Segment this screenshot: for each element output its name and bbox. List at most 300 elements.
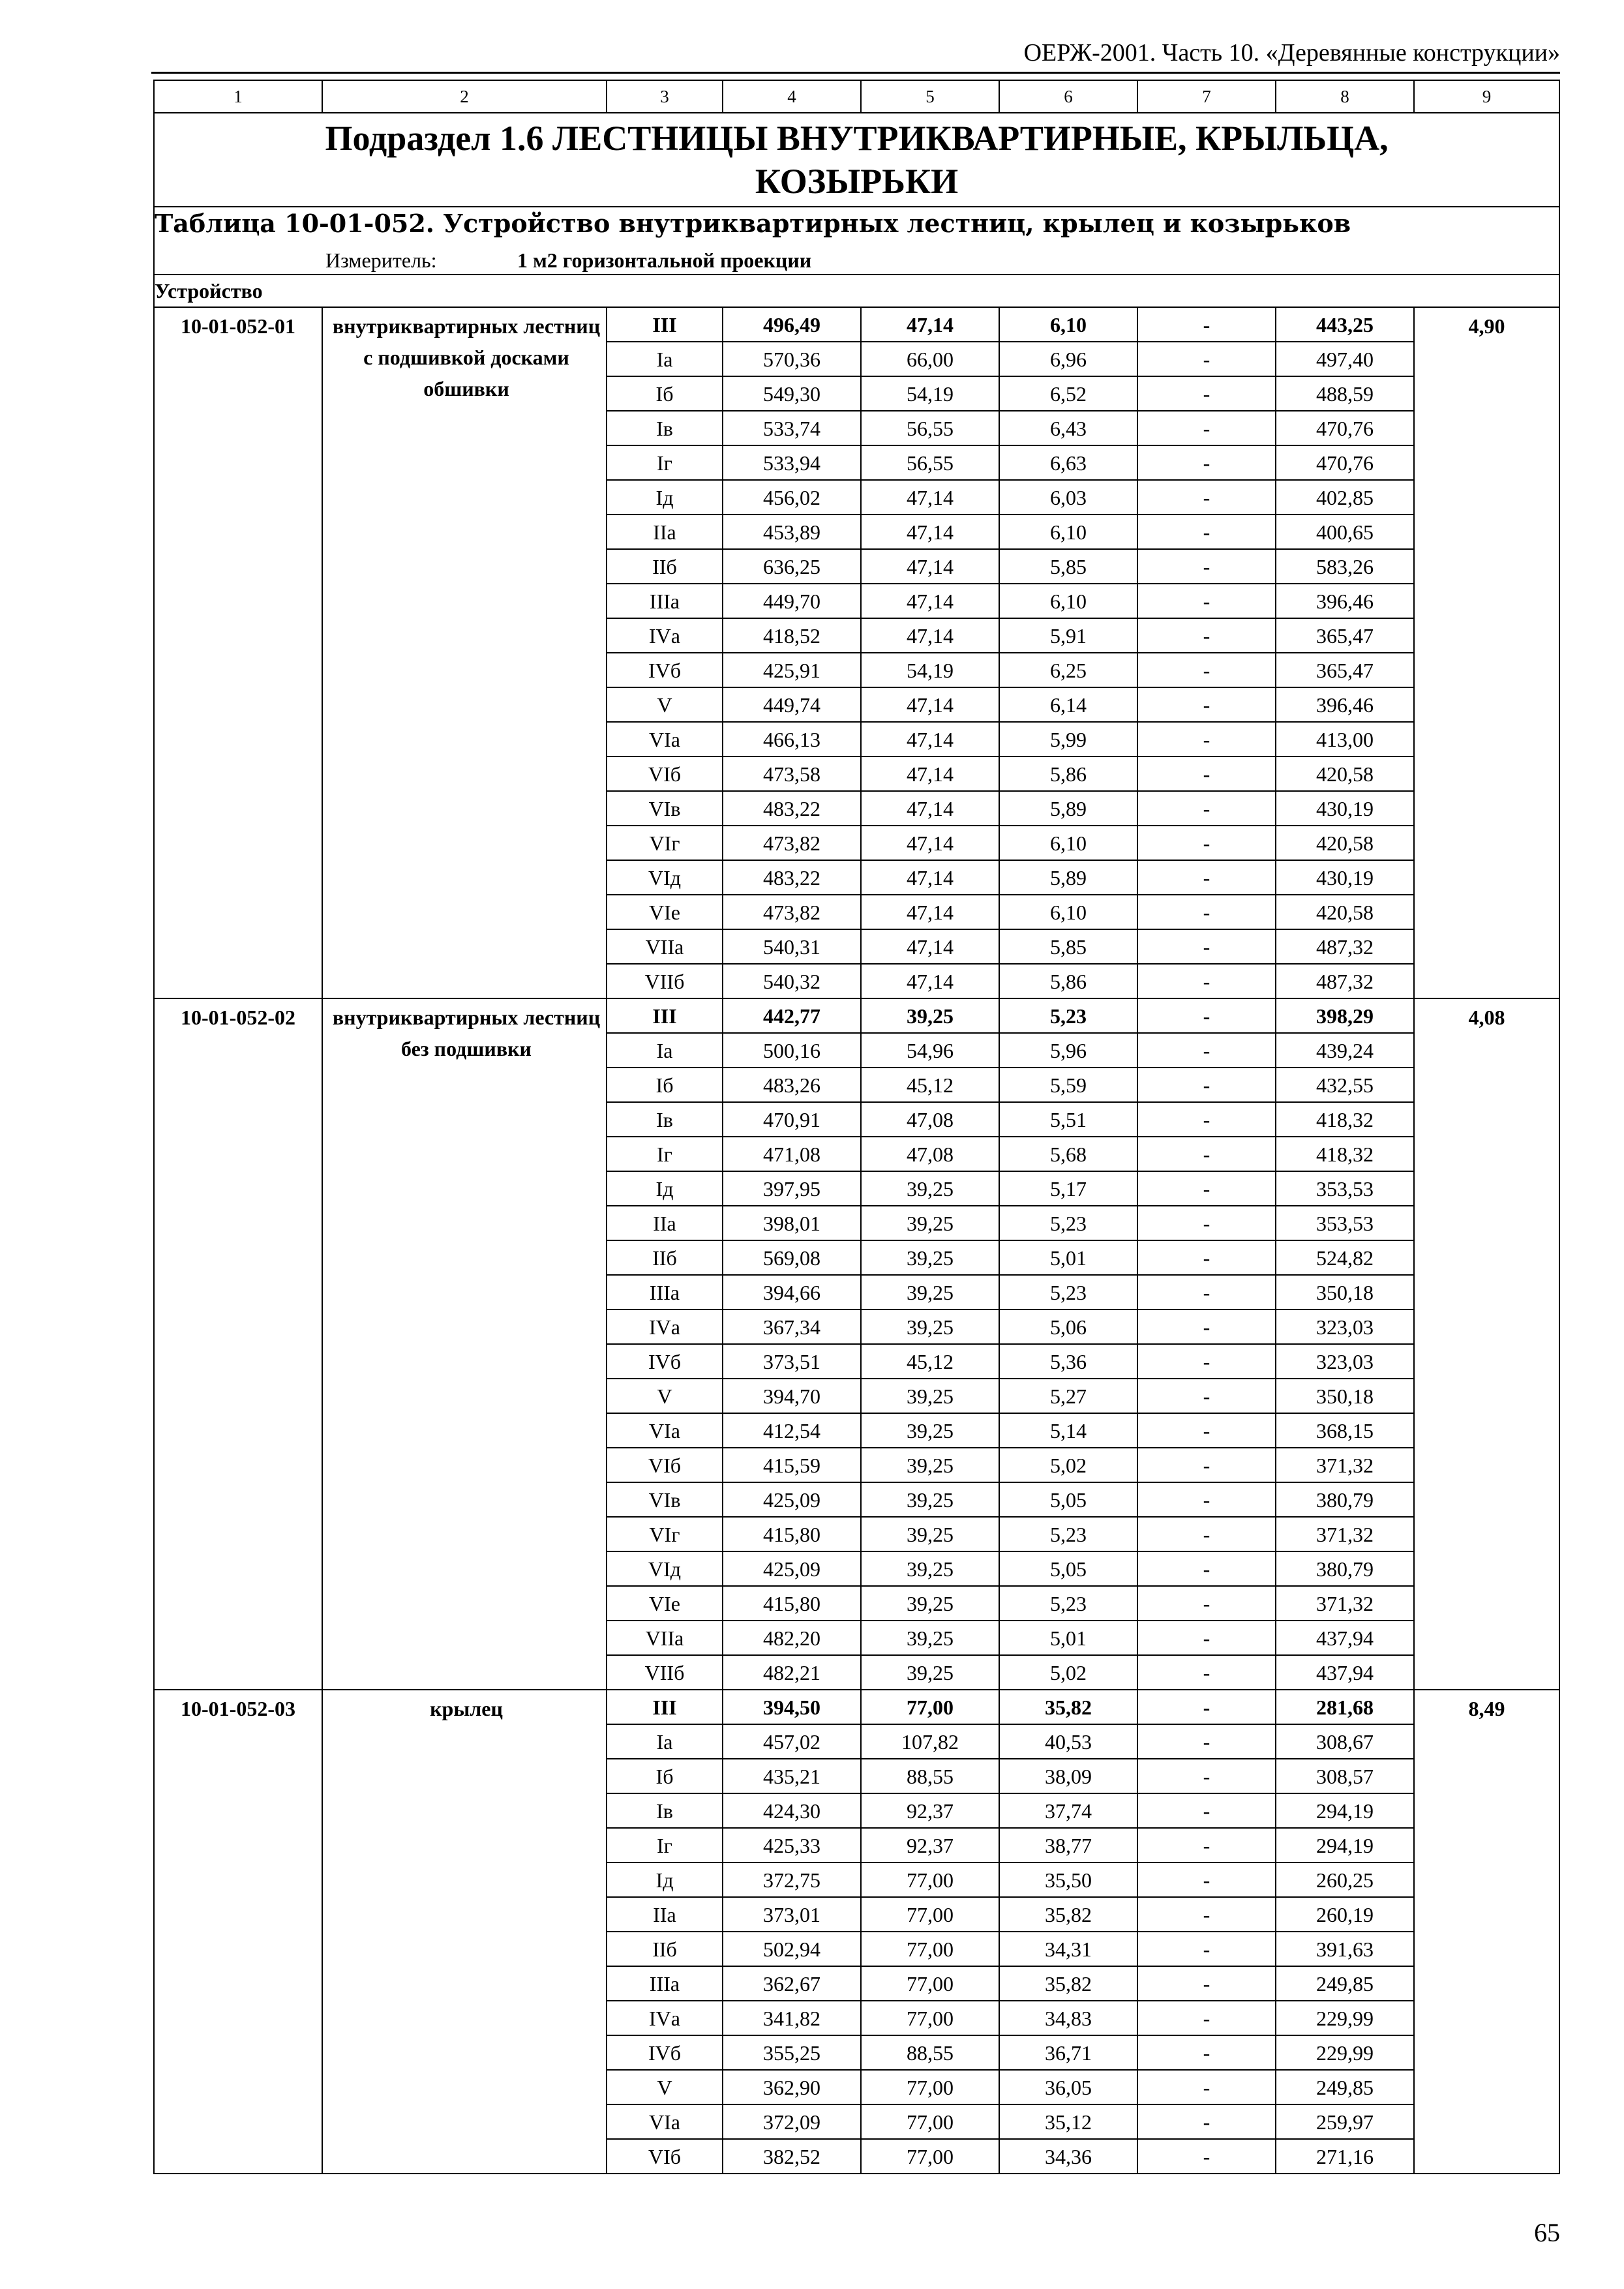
value-cell: 45,12: [861, 1344, 999, 1379]
value-cell: 35,50: [999, 1863, 1137, 1897]
value-cell: -: [1137, 1932, 1276, 1966]
zone-cell: IVа: [607, 618, 723, 653]
value-cell: 437,94: [1276, 1621, 1414, 1655]
value-cell: 77,00: [861, 1863, 999, 1897]
value-cell: 415,80: [723, 1586, 861, 1621]
value-cell: 47,14: [861, 964, 999, 998]
value-cell: 371,32: [1276, 1448, 1414, 1482]
value-cell: 380,79: [1276, 1482, 1414, 1517]
value-cell: 77,00: [861, 2139, 999, 2174]
value-cell: -: [1137, 1724, 1276, 1759]
value-cell: 47,14: [861, 307, 999, 342]
zone-cell: V: [607, 2070, 723, 2104]
zone-cell: Iг: [607, 1137, 723, 1171]
value-cell: 500,16: [723, 1033, 861, 1068]
value-cell: 35,12: [999, 2104, 1137, 2139]
zone-cell: IIIа: [607, 584, 723, 618]
coefficient-cell: 4,08: [1414, 998, 1559, 1690]
value-cell: 6,25: [999, 653, 1137, 687]
value-cell: 77,00: [861, 1690, 999, 1724]
value-cell: 430,19: [1276, 791, 1414, 826]
value-cell: 483,22: [723, 860, 861, 895]
value-cell: 5,23: [999, 1517, 1137, 1551]
value-cell: 5,85: [999, 549, 1137, 584]
value-cell: 415,59: [723, 1448, 861, 1482]
value-cell: 5,27: [999, 1379, 1137, 1413]
zone-cell: Iд: [607, 1863, 723, 1897]
value-cell: -: [1137, 480, 1276, 515]
unit-label: Измеритель:: [325, 248, 437, 272]
zone-cell: VIа: [607, 722, 723, 756]
item-code: 10-01-052-03: [154, 1690, 322, 2174]
zone-cell: IIб: [607, 549, 723, 584]
zone-cell: Iа: [607, 342, 723, 376]
value-cell: 483,26: [723, 1068, 861, 1102]
zone-cell: VIг: [607, 1517, 723, 1551]
value-cell: 229,99: [1276, 2001, 1414, 2035]
value-cell: 425,91: [723, 653, 861, 687]
column-number: 4: [723, 80, 861, 113]
value-cell: 56,55: [861, 411, 999, 445]
value-cell: -: [1137, 826, 1276, 860]
item-code: 10-01-052-01: [154, 307, 322, 998]
value-cell: -: [1137, 1448, 1276, 1482]
value-cell: 483,22: [723, 791, 861, 826]
value-cell: -: [1137, 618, 1276, 653]
value-cell: 6,43: [999, 411, 1137, 445]
value-cell: 350,18: [1276, 1379, 1414, 1413]
value-cell: 107,82: [861, 1724, 999, 1759]
value-cell: -: [1137, 1897, 1276, 1932]
zone-cell: VIб: [607, 1448, 723, 1482]
zone-cell: IVа: [607, 1309, 723, 1344]
value-cell: 36,05: [999, 2070, 1137, 2104]
value-cell: 487,32: [1276, 929, 1414, 964]
zone-cell: Iа: [607, 1033, 723, 1068]
zone-cell: Iв: [607, 1102, 723, 1137]
value-cell: -: [1137, 2070, 1276, 2104]
value-cell: 5,96: [999, 1033, 1137, 1068]
value-cell: -: [1137, 515, 1276, 549]
value-cell: 570,36: [723, 342, 861, 376]
value-cell: -: [1137, 895, 1276, 929]
value-cell: -: [1137, 1655, 1276, 1690]
value-cell: 394,66: [723, 1275, 861, 1309]
zone-cell: Iг: [607, 1828, 723, 1863]
value-cell: 400,65: [1276, 515, 1414, 549]
value-cell: 88,55: [861, 2035, 999, 2070]
value-cell: 425,33: [723, 1828, 861, 1863]
value-cell: 394,50: [723, 1690, 861, 1724]
value-cell: 39,25: [861, 1551, 999, 1586]
zone-cell: IIа: [607, 1897, 723, 1932]
value-cell: 37,74: [999, 1793, 1137, 1828]
value-cell: 5,51: [999, 1102, 1137, 1137]
value-cell: 365,47: [1276, 618, 1414, 653]
value-cell: 249,85: [1276, 2070, 1414, 2104]
value-cell: 47,08: [861, 1137, 999, 1171]
value-cell: 39,25: [861, 1275, 999, 1309]
zone-cell: III: [607, 307, 723, 342]
value-cell: 396,46: [1276, 687, 1414, 722]
value-cell: 372,75: [723, 1863, 861, 1897]
table-title: Таблица 10-01-052. Устройство внутриквартирных лестниц, крылец и козырьков: [155, 209, 1351, 238]
value-cell: 487,32: [1276, 964, 1414, 998]
value-cell: 367,34: [723, 1309, 861, 1344]
value-cell: 533,74: [723, 411, 861, 445]
value-cell: 456,02: [723, 480, 861, 515]
value-cell: 40,53: [999, 1724, 1137, 1759]
value-cell: 77,00: [861, 1966, 999, 2001]
value-cell: 533,94: [723, 445, 861, 480]
value-cell: 47,14: [861, 860, 999, 895]
value-cell: 425,09: [723, 1551, 861, 1586]
value-cell: 92,37: [861, 1828, 999, 1863]
value-cell: 397,95: [723, 1171, 861, 1206]
value-cell: 47,14: [861, 722, 999, 756]
value-cell: 6,96: [999, 342, 1137, 376]
value-cell: 39,25: [861, 1482, 999, 1517]
header-divider: [151, 72, 1560, 74]
value-cell: 540,32: [723, 964, 861, 998]
value-cell: 418,32: [1276, 1102, 1414, 1137]
value-cell: -: [1137, 411, 1276, 445]
value-cell: 482,20: [723, 1621, 861, 1655]
value-cell: 47,14: [861, 515, 999, 549]
value-cell: 442,77: [723, 998, 861, 1033]
value-cell: 271,16: [1276, 2139, 1414, 2174]
value-cell: -: [1137, 2139, 1276, 2174]
value-cell: -: [1137, 756, 1276, 791]
value-cell: 77,00: [861, 2070, 999, 2104]
value-cell: 294,19: [1276, 1793, 1414, 1828]
value-cell: 439,24: [1276, 1033, 1414, 1068]
page-number: 65: [1534, 2218, 1560, 2247]
value-cell: 569,08: [723, 1240, 861, 1275]
value-cell: -: [1137, 1171, 1276, 1206]
value-cell: -: [1137, 1068, 1276, 1102]
value-cell: 5,89: [999, 791, 1137, 826]
zone-cell: Iв: [607, 1793, 723, 1828]
zone-cell: IIIа: [607, 1966, 723, 2001]
value-cell: 38,09: [999, 1759, 1137, 1793]
zone-cell: VIа: [607, 2104, 723, 2139]
value-cell: 323,03: [1276, 1309, 1414, 1344]
value-cell: 353,53: [1276, 1171, 1414, 1206]
value-cell: 382,52: [723, 2139, 861, 2174]
value-cell: 36,71: [999, 2035, 1137, 2070]
value-cell: 583,26: [1276, 549, 1414, 584]
zone-cell: Iв: [607, 411, 723, 445]
value-cell: -: [1137, 1759, 1276, 1793]
zone-cell: IVб: [607, 2035, 723, 2070]
value-cell: 45,12: [861, 1068, 999, 1102]
column-number: 6: [999, 80, 1137, 113]
value-cell: 39,25: [861, 1517, 999, 1551]
value-cell: 6,10: [999, 826, 1137, 860]
value-cell: 39,25: [861, 1309, 999, 1344]
zone-cell: IVб: [607, 1344, 723, 1379]
value-cell: 5,14: [999, 1413, 1137, 1448]
value-cell: -: [1137, 1275, 1276, 1309]
zone-cell: VIа: [607, 1413, 723, 1448]
value-cell: 473,82: [723, 895, 861, 929]
zone-cell: IIб: [607, 1932, 723, 1966]
value-cell: -: [1137, 998, 1276, 1033]
zone-cell: Iд: [607, 1171, 723, 1206]
value-cell: -: [1137, 791, 1276, 826]
value-cell: 443,25: [1276, 307, 1414, 342]
value-cell: 308,67: [1276, 1724, 1414, 1759]
value-cell: 5,01: [999, 1240, 1137, 1275]
subsection-title: [154, 113, 1559, 207]
value-cell: 415,80: [723, 1517, 861, 1551]
value-cell: 473,58: [723, 756, 861, 791]
item-name: крылец: [322, 1690, 607, 2174]
column-number: 8: [1276, 80, 1414, 113]
value-cell: -: [1137, 964, 1276, 998]
value-cell: 418,32: [1276, 1137, 1414, 1171]
value-cell: 38,77: [999, 1828, 1137, 1863]
subsection-title-text: Подраздел 1.6 ЛЕСТНИЦЫ ВНУТРИКВАРТИРНЫЕ, КРЫЛЬЦА, КОЗЫРЬКИ: [325, 119, 1389, 201]
value-cell: 453,89: [723, 515, 861, 549]
value-cell: 432,55: [1276, 1068, 1414, 1102]
value-cell: 66,00: [861, 342, 999, 376]
table-row: [154, 307, 1559, 342]
value-cell: -: [1137, 2035, 1276, 2070]
section-label: Устройство: [154, 275, 1559, 307]
value-cell: -: [1137, 1033, 1276, 1068]
value-cell: 420,58: [1276, 756, 1414, 791]
value-cell: 488,59: [1276, 376, 1414, 411]
value-cell: 341,82: [723, 2001, 861, 2035]
value-cell: -: [1137, 445, 1276, 480]
value-cell: 482,21: [723, 1655, 861, 1690]
value-cell: 373,51: [723, 1344, 861, 1379]
value-cell: 355,25: [723, 2035, 861, 2070]
value-cell: 47,14: [861, 687, 999, 722]
value-cell: 47,14: [861, 756, 999, 791]
value-cell: 281,68: [1276, 1690, 1414, 1724]
value-cell: 5,86: [999, 756, 1137, 791]
value-cell: -: [1137, 1828, 1276, 1863]
value-cell: 259,97: [1276, 2104, 1414, 2139]
zone-cell: VIд: [607, 1551, 723, 1586]
value-cell: 5,23: [999, 1206, 1137, 1240]
value-cell: 47,14: [861, 895, 999, 929]
column-number: 3: [607, 80, 723, 113]
value-cell: 496,49: [723, 307, 861, 342]
value-cell: -: [1137, 1206, 1276, 1240]
item-code: 10-01-052-02: [154, 998, 322, 1690]
value-cell: 435,21: [723, 1759, 861, 1793]
zone-cell: IIб: [607, 1240, 723, 1275]
value-cell: 34,31: [999, 1932, 1137, 1966]
value-cell: 5,23: [999, 1586, 1137, 1621]
value-cell: -: [1137, 307, 1276, 342]
zone-cell: VIб: [607, 2139, 723, 2174]
value-cell: -: [1137, 1690, 1276, 1724]
value-cell: -: [1137, 1344, 1276, 1379]
zone-cell: III: [607, 1690, 723, 1724]
value-cell: 77,00: [861, 1897, 999, 1932]
value-cell: 47,14: [861, 929, 999, 964]
value-cell: 6,14: [999, 687, 1137, 722]
zone-cell: VIд: [607, 860, 723, 895]
value-cell: 636,25: [723, 549, 861, 584]
value-cell: 5,36: [999, 1344, 1137, 1379]
value-cell: -: [1137, 1137, 1276, 1171]
zone-cell: VIе: [607, 1586, 723, 1621]
column-number: 1: [154, 80, 322, 113]
column-number: 7: [1137, 80, 1276, 113]
value-cell: -: [1137, 860, 1276, 895]
zone-cell: VIIб: [607, 964, 723, 998]
value-cell: 35,82: [999, 1897, 1137, 1932]
value-cell: 365,47: [1276, 653, 1414, 687]
value-cell: 402,85: [1276, 480, 1414, 515]
value-cell: 5,05: [999, 1551, 1137, 1586]
value-cell: 470,76: [1276, 411, 1414, 445]
value-cell: -: [1137, 1966, 1276, 2001]
zone-cell: IIа: [607, 1206, 723, 1240]
value-cell: 420,58: [1276, 895, 1414, 929]
value-cell: 449,70: [723, 584, 861, 618]
value-cell: 5,23: [999, 998, 1137, 1033]
column-number: 9: [1414, 80, 1559, 113]
value-cell: -: [1137, 653, 1276, 687]
table-title-cell: [154, 207, 1559, 275]
value-cell: -: [1137, 549, 1276, 584]
table-title-row: [154, 207, 1559, 275]
zone-cell: VIг: [607, 826, 723, 860]
zone-cell: VIIб: [607, 1655, 723, 1690]
value-cell: -: [1137, 1240, 1276, 1275]
value-cell: 39,25: [861, 1448, 999, 1482]
value-cell: 353,53: [1276, 1206, 1414, 1240]
value-cell: 88,55: [861, 1759, 999, 1793]
value-cell: 5,17: [999, 1171, 1137, 1206]
value-cell: 39,25: [861, 1413, 999, 1448]
zone-cell: Iб: [607, 376, 723, 411]
value-cell: 34,83: [999, 2001, 1137, 2035]
value-cell: 413,00: [1276, 722, 1414, 756]
value-cell: 5,89: [999, 860, 1137, 895]
coefficient-cell: 8,49: [1414, 1690, 1559, 2174]
value-cell: 430,19: [1276, 860, 1414, 895]
value-cell: 39,25: [861, 998, 999, 1033]
value-cell: 5,91: [999, 618, 1137, 653]
value-cell: 372,09: [723, 2104, 861, 2139]
value-cell: 6,10: [999, 584, 1137, 618]
value-cell: 6,10: [999, 307, 1137, 342]
item-name: внутриквартирных лестниц без подшивки: [322, 998, 607, 1690]
zone-cell: IIIа: [607, 1275, 723, 1309]
zone-cell: III: [607, 998, 723, 1033]
zone-cell: VIб: [607, 756, 723, 791]
value-cell: -: [1137, 342, 1276, 376]
value-cell: 5,59: [999, 1068, 1137, 1102]
value-cell: -: [1137, 722, 1276, 756]
zone-cell: Iг: [607, 445, 723, 480]
zone-cell: VIIа: [607, 929, 723, 964]
value-cell: -: [1137, 1793, 1276, 1828]
value-cell: 54,96: [861, 1033, 999, 1068]
value-cell: 5,99: [999, 722, 1137, 756]
table-row: [154, 998, 1559, 1033]
value-cell: 394,70: [723, 1379, 861, 1413]
value-cell: 308,57: [1276, 1759, 1414, 1793]
value-cell: 6,10: [999, 515, 1137, 549]
value-cell: 396,46: [1276, 584, 1414, 618]
value-cell: 424,30: [723, 1793, 861, 1828]
zone-cell: Iб: [607, 1759, 723, 1793]
value-cell: -: [1137, 1309, 1276, 1344]
value-cell: -: [1137, 2001, 1276, 2035]
value-cell: 5,06: [999, 1309, 1137, 1344]
value-cell: 412,54: [723, 1413, 861, 1448]
value-cell: -: [1137, 376, 1276, 411]
value-cell: 47,14: [861, 480, 999, 515]
value-cell: -: [1137, 1517, 1276, 1551]
value-cell: 380,79: [1276, 1551, 1414, 1586]
value-cell: 39,25: [861, 1621, 999, 1655]
value-cell: 260,19: [1276, 1897, 1414, 1932]
unit-value: 1 м2 горизонтальной проекции: [517, 248, 812, 272]
value-cell: 470,91: [723, 1102, 861, 1137]
value-cell: 39,25: [861, 1655, 999, 1690]
value-cell: 473,82: [723, 826, 861, 860]
zone-cell: IVб: [607, 653, 723, 687]
value-cell: 350,18: [1276, 1275, 1414, 1309]
value-cell: 362,67: [723, 1966, 861, 2001]
value-cell: 437,94: [1276, 1655, 1414, 1690]
value-cell: 362,90: [723, 2070, 861, 2104]
value-cell: 229,99: [1276, 2035, 1414, 2070]
value-cell: 54,19: [861, 653, 999, 687]
value-cell: 5,02: [999, 1655, 1137, 1690]
value-cell: 540,31: [723, 929, 861, 964]
value-cell: -: [1137, 1102, 1276, 1137]
zone-cell: VIIа: [607, 1621, 723, 1655]
value-cell: 39,25: [861, 1206, 999, 1240]
value-cell: 449,74: [723, 687, 861, 722]
value-cell: -: [1137, 584, 1276, 618]
value-cell: 34,36: [999, 2139, 1137, 2174]
value-cell: 77,00: [861, 1932, 999, 1966]
zone-cell: V: [607, 687, 723, 722]
subsection-title-row: [154, 113, 1559, 207]
value-cell: 425,09: [723, 1482, 861, 1517]
value-cell: 497,40: [1276, 342, 1414, 376]
value-cell: 92,37: [861, 1793, 999, 1828]
value-cell: 502,94: [723, 1932, 861, 1966]
value-cell: -: [1137, 687, 1276, 722]
value-cell: 35,82: [999, 1690, 1137, 1724]
column-number-row: [154, 80, 1559, 113]
price-table: [153, 80, 1560, 2174]
value-cell: 371,32: [1276, 1586, 1414, 1621]
zone-cell: Iд: [607, 480, 723, 515]
value-cell: 549,30: [723, 376, 861, 411]
zone-cell: VIе: [607, 895, 723, 929]
value-cell: 47,14: [861, 791, 999, 826]
value-cell: 457,02: [723, 1724, 861, 1759]
value-cell: 47,14: [861, 549, 999, 584]
value-cell: 5,85: [999, 929, 1137, 964]
value-cell: 5,68: [999, 1137, 1137, 1171]
value-cell: 524,82: [1276, 1240, 1414, 1275]
